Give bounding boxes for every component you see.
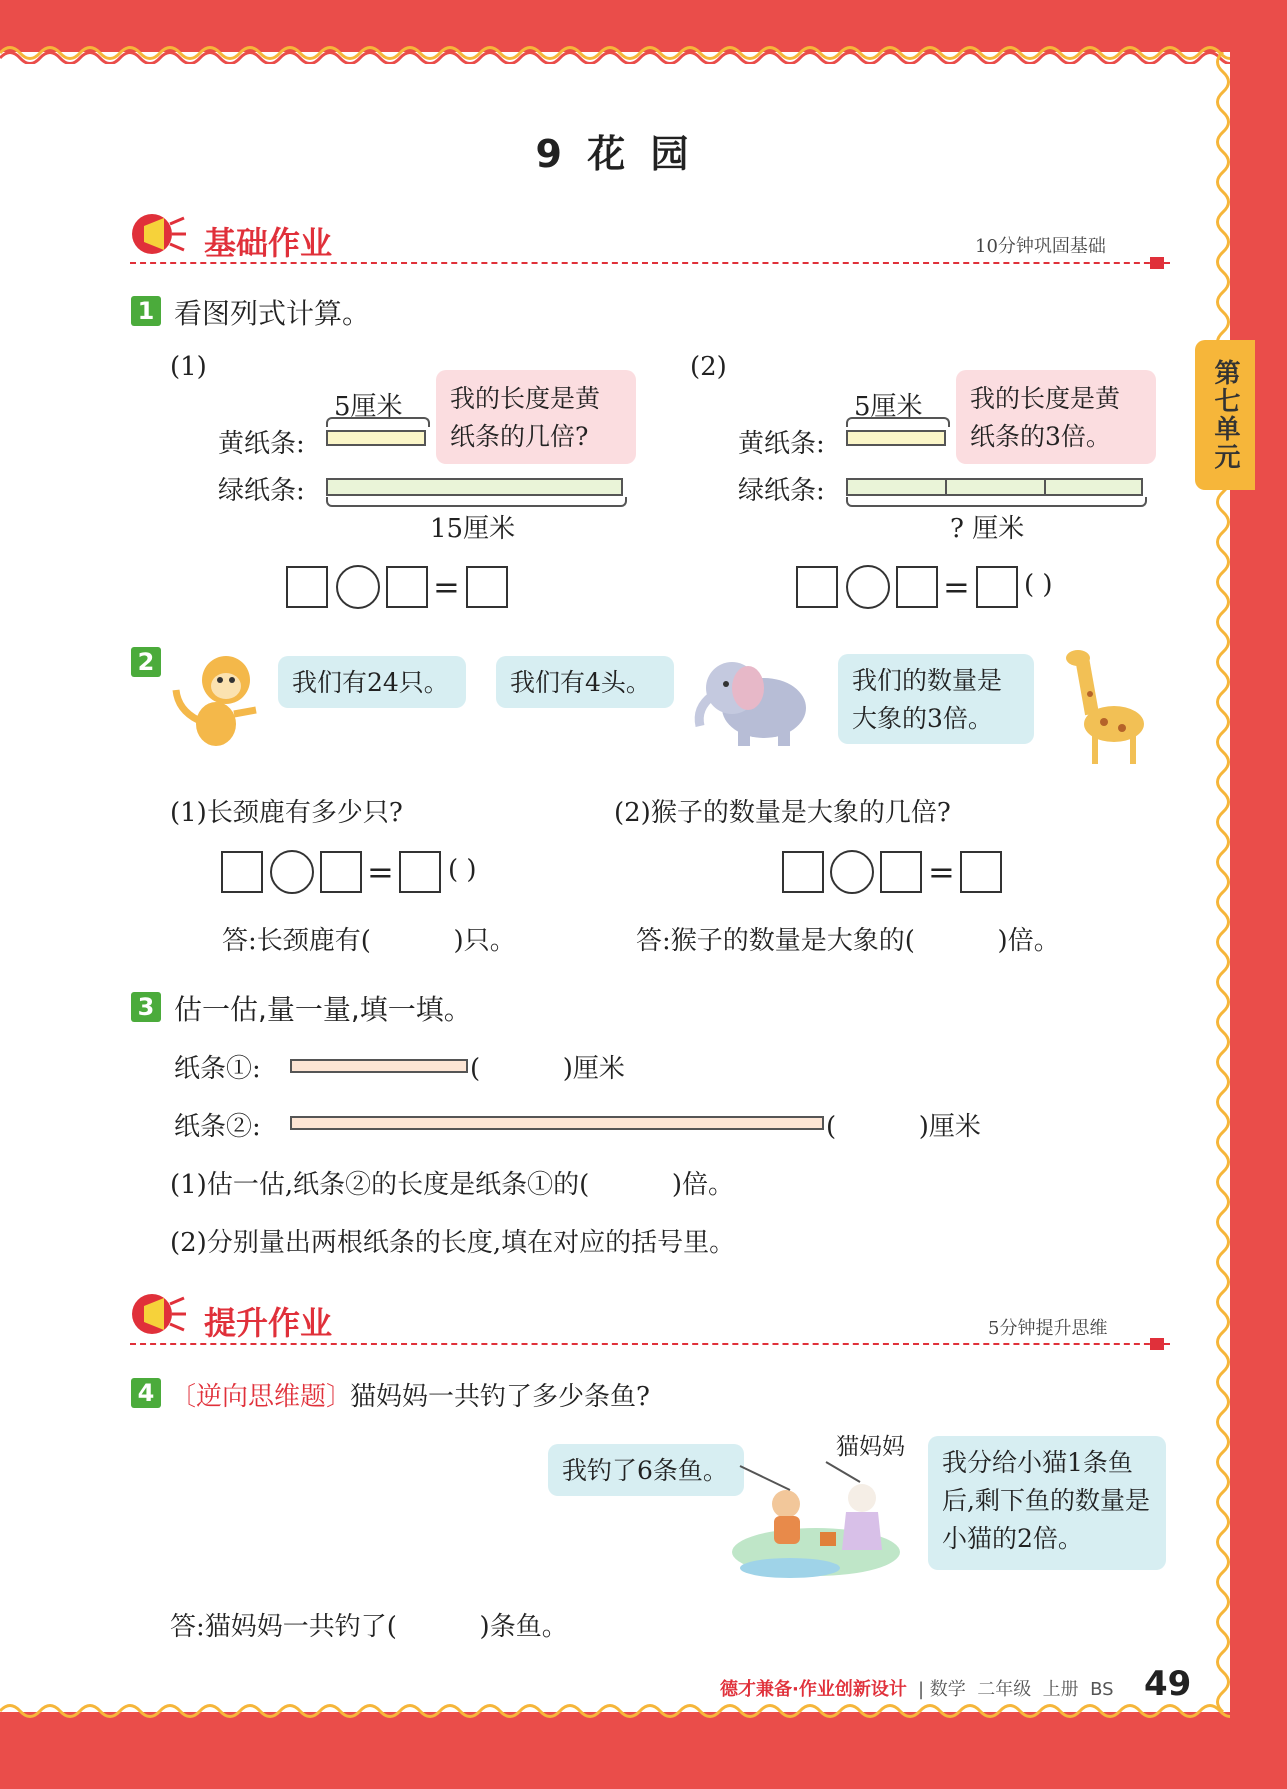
speech-bubble-right: 我分给小猫1条鱼后,剩下鱼的数量是小猫的2倍。 [928,1436,1166,1570]
elephant-icon [686,652,814,750]
operator-circle[interactable] [270,850,314,894]
section-note-basic: 10分钟巩固基础 [975,236,1106,257]
unit-tab[interactable]: 第七单元 [1195,340,1255,490]
answer-box[interactable] [286,566,328,608]
part-label: (2) [690,352,727,382]
operator-circle[interactable] [336,565,380,609]
paper-strip-1 [290,1059,468,1073]
part-label: (1) [170,352,207,382]
megaphone-icon [130,210,188,260]
strip-2-label: 纸条②: [174,1112,261,1142]
brace [846,417,950,427]
top-wave-border [0,42,1230,64]
equals-sign: = [433,568,460,606]
section-title-basic: 基础作业 [204,224,333,262]
footer-brand: 德才兼备·作业创新设计 [720,1679,907,1700]
answer-box[interactable] [880,851,922,893]
answer-line-2[interactable]: 答:猴子的数量是大象的( )倍。 [636,926,1060,956]
equals-sign: = [367,853,394,891]
total-length-label: 15厘米 [430,514,516,544]
sub-question-2: (2)猴子的数量是大象的几倍? [614,798,951,828]
sub-question-2: (2)分别量出两根纸条的长度,填在对应的括号里。 [170,1228,736,1258]
speech-bubble: 我的长度是黄纸条的几倍? [436,370,636,464]
section-note-advanced: 5分钟提升思维 [988,1318,1108,1339]
section-divider [130,1343,1170,1345]
question-number: 3 [131,992,161,1022]
green-strip [846,478,1143,496]
monkey-icon [168,650,264,754]
answer-box[interactable] [976,566,1018,608]
answer-box[interactable] [320,851,362,893]
operator-circle[interactable] [846,565,890,609]
page-number: 49 [1144,1664,1192,1704]
question-number: 4 [131,1378,161,1408]
answer-box[interactable] [399,851,441,893]
speech-bubble-monkey: 我们有24只。 [278,656,466,708]
fishing-cats-icon [730,1460,902,1578]
strip-2-blank[interactable]: ( )厘米 [826,1112,981,1142]
answer-line-1[interactable]: 答:长颈鹿有( )只。 [222,926,516,956]
right-wave-border [1212,52,1234,1712]
giraffe-icon [1052,644,1152,768]
section-title-advanced: 提升作业 [204,1304,333,1342]
operator-circle[interactable] [830,850,874,894]
question-text: 猫妈妈一共钓了多少条鱼? [350,1382,650,1412]
strip-divider [945,478,947,496]
unit-paren[interactable]: ( ) [448,855,477,885]
equals-sign: = [928,853,955,891]
equals-sign: = [943,568,970,606]
cat-mom-label: 猫妈妈 [836,1434,905,1460]
section-divider [130,262,1170,264]
question-text: 看图列式计算。 [174,297,371,330]
answer-box[interactable] [796,566,838,608]
answer-box[interactable] [960,851,1002,893]
total-length-label: ? 厘米 [950,514,1025,544]
answer-box[interactable] [221,851,263,893]
green-strip-label: 绿纸条: [218,476,305,506]
brace [326,417,430,427]
megaphone-icon [130,1290,188,1340]
yellow-strip [326,430,426,446]
question-tag: 〔逆向思维题〕 [170,1382,353,1412]
brace [326,497,627,507]
strip-1-label: 纸条①: [174,1054,261,1084]
brace [846,497,1147,507]
length-label: 5厘米 [854,392,923,422]
answer-box[interactable] [782,851,824,893]
divider-end-mark [1150,257,1164,269]
unit-paren[interactable]: ( ) [1024,570,1053,600]
sub-question-1[interactable]: (1)估一估,纸条②的长度是纸条①的( )倍。 [170,1170,735,1200]
green-strip [326,478,623,496]
speech-bubble-giraffe: 我们的数量是大象的3倍。 [838,654,1034,744]
speech-bubble-left: 我钓了6条鱼。 [548,1444,744,1496]
length-label: 5厘米 [334,392,403,422]
answer-line[interactable]: 答:猫妈妈一共钓了( )条鱼。 [170,1612,568,1642]
page-title: 9 花 园 [535,132,695,176]
strip-divider [1044,478,1046,496]
question-text: 估一估,量一量,填一填。 [174,993,472,1026]
divider-end-mark [1150,1338,1164,1350]
answer-box[interactable] [896,566,938,608]
paper-strip-2 [290,1116,824,1130]
speech-bubble: 我的长度是黄纸条的3倍。 [956,370,1156,464]
speech-bubble-elephant: 我们有4头。 [496,656,674,708]
yellow-strip-label: 黄纸条: [218,429,305,459]
answer-box[interactable] [466,566,508,608]
strip-1-blank[interactable]: ( )厘米 [470,1054,625,1084]
sub-question-1: (1)长颈鹿有多少只? [170,798,403,828]
bottom-wave-border [0,1700,1230,1722]
yellow-strip [846,430,946,446]
question-number: 2 [131,647,161,677]
question-number: 1 [131,296,161,326]
footer-info: | 数学 二年级 上册 BS [918,1679,1114,1700]
green-strip-label: 绿纸条: [738,476,825,506]
answer-box[interactable] [386,566,428,608]
yellow-strip-label: 黄纸条: [738,429,825,459]
